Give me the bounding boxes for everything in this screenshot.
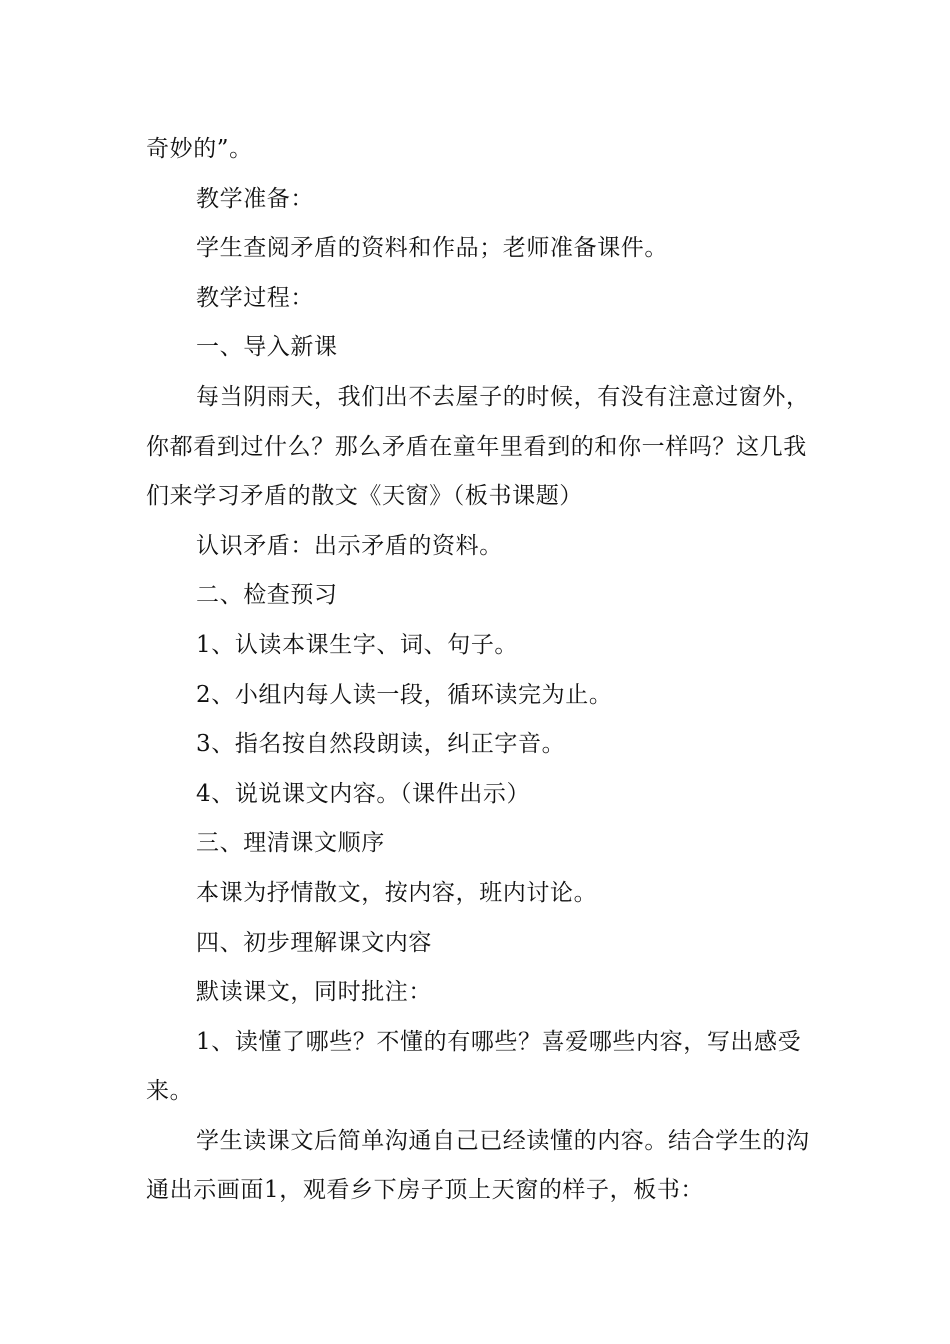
section-heading-1: 一、导入新课: [196, 334, 338, 361]
list-item: 1、读懂了哪些？不懂的有哪些？喜爱哪些内容，写出感受来。: [146, 1028, 802, 1105]
list-item: 2、小组内每人读一段，循环读完为止。: [196, 681, 613, 708]
paragraph: 本课为抒情散文，按内容，班内讨论。: [196, 879, 598, 906]
section-heading-preparation: 教学准备：: [196, 185, 314, 212]
paragraph: 认识矛盾：出示矛盾的资料。: [196, 532, 503, 559]
section-heading-3: 三、理清课文顺序: [196, 830, 385, 857]
paragraph: 学生读课文后简单沟通自己已经读懂的内容。结合学生的沟通出示画面1，观看乡下房子顶上天窗的样子，板书：: [146, 1127, 810, 1204]
list-item: 3、指名按自然段朗读，纠正字音。: [196, 731, 566, 758]
section-heading-2: 二、检查预习: [196, 582, 338, 609]
section-heading-process: 教学过程：: [196, 284, 314, 311]
paragraph: 学生查阅矛盾的资料和作品；老师准备课件。: [196, 235, 668, 262]
list-item: 1、认读本课生字、词、句子。: [196, 631, 519, 658]
paragraph: 奇妙的”。: [146, 136, 253, 162]
document-body: [146, 125, 826, 1216]
paragraph: 默读课文，同时批注：: [196, 979, 432, 1006]
section-heading-4: 四、初步理解课文内容: [196, 929, 432, 956]
list-item: 4、说说课文内容。（课件出示）: [196, 780, 531, 807]
paragraph: 每当阴雨天，我们出不去屋子的时候，有没有注意过窗外，你都看到过什么？那么矛盾在童年里看到的和你一样吗？这几我们来学习矛盾的散文《天窗》（板书课题）: [146, 383, 810, 510]
